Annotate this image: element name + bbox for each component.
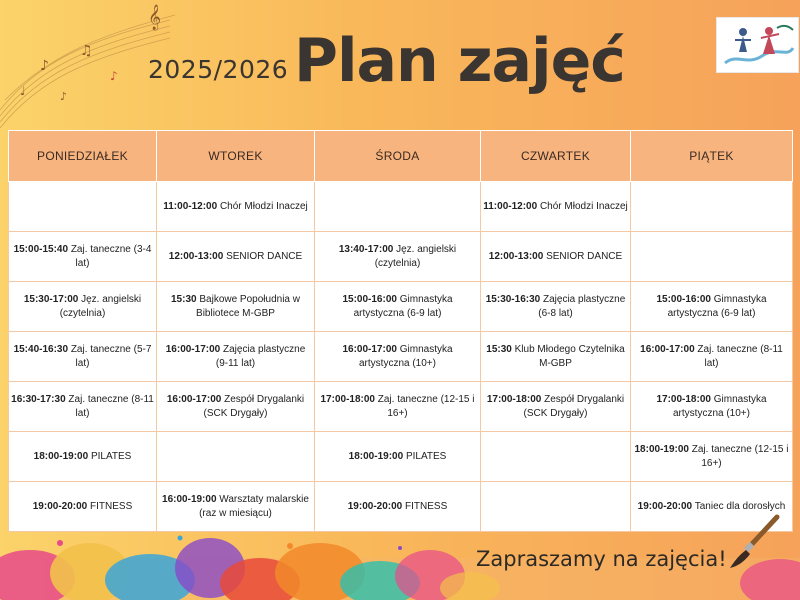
schedule-cell-friday: [631, 282, 793, 332]
schedule-cell-friday: [631, 382, 793, 432]
class-name: Zaj. taneczne (8-11 lat): [68, 394, 154, 419]
class-time: 19:00-20:00: [637, 500, 693, 512]
table-row: [9, 382, 793, 432]
class-name: Jęz. angielski (czytelnia): [374, 244, 457, 269]
schedule-cell-monday: [9, 182, 157, 232]
class-name: Jęz. angielski (czytelnia): [59, 294, 142, 319]
class-name: Zespół Drygalanki (SCK Drygały): [523, 394, 625, 419]
schedule-cell-friday: [631, 232, 793, 282]
schedule-cell-thursday: [481, 432, 631, 482]
class-name: SENIOR DANCE: [226, 250, 303, 262]
class-name: Gimnastyka artystyczna (10+): [673, 394, 767, 419]
svg-text:♪: ♪: [110, 69, 118, 83]
class-time: 17:00-18:00: [320, 394, 375, 405]
class-name: Gimnastyka artystyczna (6-9 lat): [667, 294, 767, 319]
class-name: Bajkowe Popołudnia w Bibliotece M-GBP: [196, 294, 300, 319]
class-time: 16:00-17:00: [640, 344, 695, 355]
schedule-cell-wednesday: [315, 382, 481, 432]
paintbrush-icon: [722, 512, 782, 572]
schedule-cell-monday: [9, 332, 157, 382]
day-header-wednesday: ŚRODA: [315, 131, 481, 182]
schedule-cell-thursday: [481, 232, 631, 282]
class-time: 17:00-18:00: [486, 394, 542, 405]
schedule-cell-thursday: [481, 282, 631, 332]
class-name: Chór Młodzi Inaczej: [219, 200, 308, 212]
class-time: 12:00-13:00: [168, 250, 224, 262]
class-time: 15:30-16:30: [485, 294, 541, 305]
table-row: [9, 482, 793, 532]
class-time: 17:00-18:00: [656, 394, 711, 405]
invitation-text: Zapraszamy na zajęcia!: [476, 547, 727, 571]
day-header-thursday: CZWARTEK: [481, 131, 631, 182]
table-row: [9, 432, 793, 482]
svg-text:𝄞: 𝄞: [148, 5, 162, 30]
class-time: 16:30-17:30: [11, 394, 66, 405]
class-name: Zaj. taneczne (5-7 lat): [70, 344, 152, 369]
schedule-cell-monday: [9, 432, 157, 482]
class-time: 19:00-20:00: [347, 500, 403, 512]
svg-text:♩: ♩: [20, 84, 26, 98]
schedule-cell-tuesday: [157, 332, 315, 382]
header-row: [9, 131, 793, 182]
schedule-cell-friday: [631, 432, 793, 482]
dance-logo: [716, 17, 799, 73]
class-time: 16:00-17:00: [166, 394, 222, 405]
schedule-cell-wednesday: [315, 432, 481, 482]
class-time: 15:30: [486, 344, 512, 355]
day-header-tuesday: WTOREK: [157, 131, 315, 182]
table-row: [9, 182, 793, 232]
class-time: 16:00-17:00: [342, 344, 397, 355]
schedule-cell-tuesday: [157, 232, 315, 282]
schedule-cell-thursday: [481, 332, 631, 382]
schedule-cell-friday: [631, 182, 793, 232]
class-name: Zajęcia plastyczne (9-11 lat): [215, 344, 306, 369]
class-time: 12:00-13:00: [488, 250, 544, 262]
schedule-cell-monday: [9, 482, 157, 532]
class-name: Chór Młodzi Inaczej: [539, 200, 628, 212]
class-name: Taniec dla dorosłych: [694, 500, 786, 512]
schedule-cell-wednesday: [315, 232, 481, 282]
class-name: SENIOR DANCE: [546, 250, 623, 262]
class-time: 18:00-19:00: [348, 450, 404, 462]
class-name: PILATES: [405, 450, 447, 462]
class-name: Gimnastyka artystyczna (10+): [359, 344, 453, 369]
year-label: 2025/2026: [148, 55, 289, 84]
class-name: FITNESS: [405, 500, 448, 512]
class-time: 16:00-17:00: [165, 344, 221, 355]
schedule-cell-tuesday: [157, 432, 315, 482]
schedule-cell-wednesday: [315, 282, 481, 332]
day-header-friday: PIĄTEK: [631, 131, 793, 182]
day-header-monday: PONIEDZIAŁEK: [9, 131, 157, 182]
schedule-cell-tuesday: [157, 382, 315, 432]
schedule-cell-wednesday: [315, 182, 481, 232]
class-time: 15:00-15:40: [13, 244, 69, 255]
schedule-cell-tuesday: [157, 482, 315, 532]
svg-text:♪: ♪: [60, 90, 68, 103]
class-name: Zespół Drygalanki (SCK Drygały): [203, 394, 305, 419]
schedule-cell-thursday: [481, 382, 631, 432]
class-name: PILATES: [90, 450, 132, 462]
schedule-cell-friday: [631, 332, 793, 382]
class-time: 15:00-16:00: [342, 294, 397, 305]
class-name: Zaj. taneczne (12-15 i 16+): [377, 394, 475, 419]
class-time: 15:00-16:00: [656, 294, 711, 305]
class-name: FITNESS: [90, 500, 133, 512]
class-name: Zaj. taneczne (8-11 lat): [697, 344, 783, 369]
class-time: 18:00-19:00: [33, 450, 89, 462]
svg-text:♫: ♫: [80, 43, 93, 59]
class-time: 13:40-17:00: [338, 244, 394, 255]
class-time: 18:00-19:00: [634, 444, 689, 455]
class-name: Zaj. taneczne (12-15 i 16+): [691, 444, 789, 469]
class-name: Warsztaty malarskie (raz w miesiącu): [199, 494, 309, 519]
class-time: 15:40-16:30: [13, 344, 69, 355]
table-row: [9, 232, 793, 282]
class-time: 15:30: [171, 294, 197, 305]
table-row: [9, 332, 793, 382]
class-name: Klub Młodego Czytelnika M-GBP: [514, 344, 625, 369]
schedule-cell-wednesday: [315, 332, 481, 382]
page-title: Plan zajęć: [294, 26, 625, 96]
schedule-cell-tuesday: [157, 282, 315, 332]
class-name: Gimnastyka artystyczna (6-9 lat): [353, 294, 453, 319]
schedule-cell-thursday: [481, 182, 631, 232]
class-time: 11:00-12:00: [163, 200, 218, 212]
class-name: Zajęcia plastyczne (6-8 lat): [538, 294, 626, 319]
class-time: 15:30-17:00: [23, 294, 79, 305]
class-time: 16:00-19:00: [162, 494, 217, 505]
schedule-cell-tuesday: [157, 182, 315, 232]
class-name: Zaj. taneczne (3-4 lat): [70, 244, 152, 269]
schedule-cell-monday: [9, 232, 157, 282]
schedule-cell-thursday: [481, 482, 631, 532]
schedule-table: [8, 130, 793, 532]
class-time: 19:00-20:00: [32, 500, 88, 512]
table-row: [9, 282, 793, 332]
schedule-cell-monday: [9, 282, 157, 332]
svg-text:♪: ♪: [40, 58, 49, 74]
schedule-cell-wednesday: [315, 482, 481, 532]
schedule-cell-monday: [9, 382, 157, 432]
class-time: 11:00-12:00: [483, 200, 538, 212]
